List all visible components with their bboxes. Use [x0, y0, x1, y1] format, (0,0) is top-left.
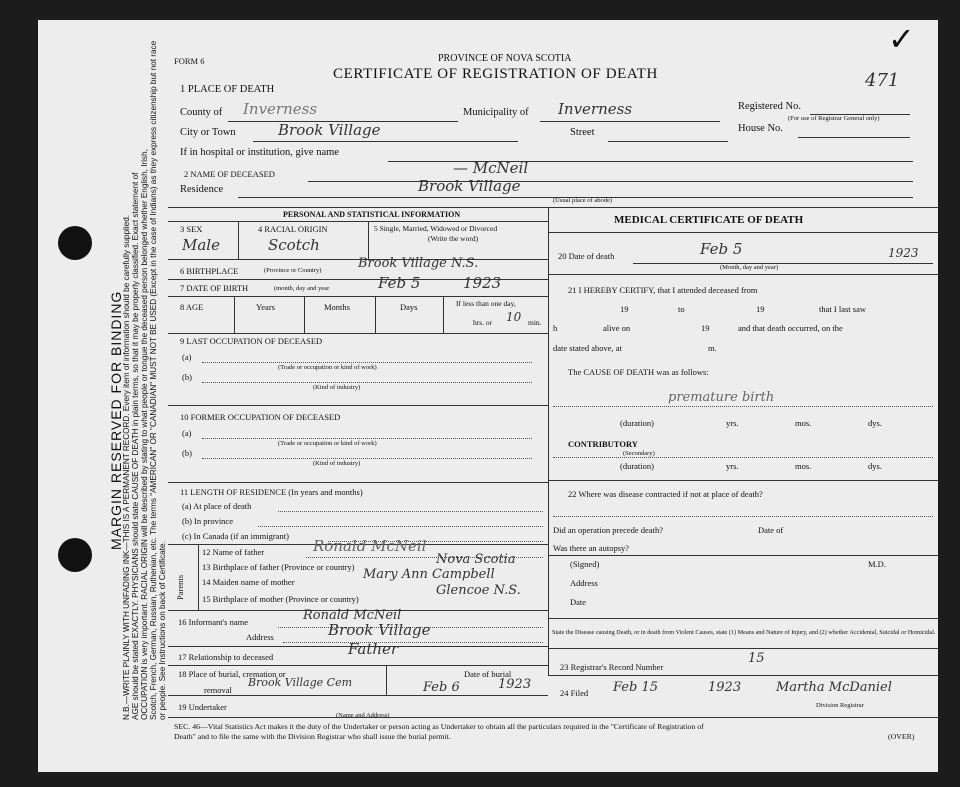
- yrs-1: yrs.: [726, 418, 739, 428]
- instruction-note-1: N.B.—WRITE PLAINLY WITH UNFADING INK—THIS IS A PERMANENT RECORD. Every item of information should be carefully supplied.: [122, 214, 131, 720]
- in-canada-label: (c) In Canada (if an immigrant): [182, 531, 289, 541]
- duration-2: (duration): [620, 461, 654, 471]
- dys-2: dys.: [868, 461, 882, 471]
- certify-occurred: and that death occurred, on the: [738, 323, 843, 333]
- father-birthplace-label: 13 Birthplace of father (Province or country): [202, 562, 355, 572]
- dob-label: 7 DATE OF BIRTH: [180, 283, 249, 293]
- certify-alive: alive on: [603, 323, 631, 333]
- autopsy-label: Was there an autopsy?: [553, 543, 630, 553]
- punch-hole-top: [58, 226, 92, 260]
- death-year-value: 1923: [888, 246, 919, 260]
- marital-label: 5 Single, Married, Widowed or Divorced: [374, 224, 498, 233]
- mother-name-label: 14 Maiden name of mother: [202, 577, 295, 587]
- sec46-note-2: Death" and to file the same with the Division Registrar who shall issue the burial permit.: [174, 732, 451, 741]
- former-occ-a: (a): [182, 428, 192, 438]
- over-label: (OVER): [888, 732, 915, 741]
- last-occ-b: (b): [182, 372, 192, 382]
- certificate-title: CERTIFICATE OF REGISTRATION OF DEATH: [333, 66, 658, 82]
- sec46-note: SEC. 46—Vital Statistics Act makes it the duty of the Undertaker or person acting as Undertaker to obtain all the particulars required in the "Certificate of Registration of: [174, 722, 704, 731]
- instruction-note-3: OCCUPATION is very important. RACIAL ORIGIN will be described by stating to what people or tongue the deceased person belonged whether English, Irish,: [140, 149, 149, 720]
- place-of-death-label: 1 PLACE OF DEATH: [180, 84, 275, 95]
- house-label: House No.: [738, 123, 783, 134]
- municipality-label: Municipality of: [463, 107, 529, 118]
- division-registrar-label: Division Registrar: [816, 702, 864, 709]
- filed-year-value: 1923: [708, 680, 742, 695]
- mos-1: mos.: [795, 418, 812, 428]
- father-name-label: 12 Name of father: [202, 547, 265, 557]
- mother-name-value: Mary Ann Campbell: [363, 567, 495, 582]
- less-than-day-label: If less than one day,: [456, 299, 516, 308]
- death-date-note: (Month, day and year): [720, 264, 779, 271]
- signed-label: (Signed): [570, 559, 600, 569]
- marital-note: (Write the word): [428, 234, 479, 243]
- mos-2: mos.: [795, 461, 812, 471]
- former-occ-trade-note: (Trade or occupation or kind of work): [278, 440, 377, 447]
- sex-value: Male: [182, 236, 220, 254]
- contracted-label: 22 Where was disease contracted if not at place of death?: [568, 489, 763, 499]
- former-occ-b: (b): [182, 448, 192, 458]
- doctor-date-label: Date: [570, 597, 587, 607]
- deceased-name-value: — McNeil: [453, 159, 529, 177]
- min-label: min.: [528, 318, 542, 327]
- former-occ-industry-note: (Kind of industry): [313, 460, 361, 467]
- binding-margin: [38, 20, 168, 772]
- certificate-page: [38, 20, 938, 772]
- contributory-label: CONTRIBUTORY: [568, 439, 638, 449]
- cause-value: premature birth: [668, 390, 775, 405]
- county-value: Inverness: [243, 100, 318, 118]
- certify-to: to: [678, 304, 685, 314]
- hospital-label: If in hospital or institution, give name: [180, 147, 339, 158]
- relationship-label: 17 Relationship to deceased: [178, 652, 274, 662]
- medical-title: MEDICAL CERTIFICATE OF DEATH: [614, 214, 804, 226]
- filed-date-value: Feb 15: [613, 680, 658, 695]
- doctor-address-label: Address: [570, 578, 598, 588]
- punch-hole-bottom: [58, 538, 92, 572]
- undertaker-label: 19 Undertaker: [178, 702, 227, 712]
- minutes-value: 10: [506, 310, 522, 324]
- burial-place-value: Brook Village Cem: [248, 676, 353, 689]
- county-label: County of: [180, 107, 223, 118]
- deceased-name-label: 2 NAME OF DECEASED: [184, 169, 275, 179]
- burial-label-1: 18 Place of burial, cremation or: [178, 669, 286, 679]
- last-occ-trade-note: (Trade or occupation or kind of work): [278, 364, 377, 371]
- burial-date-value: Feb 6: [423, 680, 460, 695]
- certify-19c: 19: [701, 323, 710, 333]
- dob-note: (month, day and year: [274, 285, 330, 292]
- days-label: Days: [400, 302, 418, 312]
- certify-h: h: [553, 323, 558, 333]
- certify-m: m.: [708, 343, 717, 353]
- burial-date-label: Date of burial: [464, 669, 512, 679]
- medical-footnote: State the Disease causing Death, or in death from Violent Causes, state (1) Means and Nature of Injury, and (2) whether Accidental, Suicidal or Homicidal.: [552, 629, 936, 636]
- undertaker-note: (Name and Address): [336, 712, 390, 719]
- duration-1: (duration): [620, 418, 654, 428]
- at-place-label: (a) At place of death: [182, 501, 252, 511]
- date-of-label: Date of: [758, 525, 784, 535]
- birthplace-value: Brook Village N.S.: [358, 256, 479, 271]
- informant-name-label: 16 Informant's name: [178, 617, 248, 627]
- residence-note: (Usual place of abode): [553, 197, 613, 204]
- certify-date-stated: date stated above, at: [553, 343, 622, 353]
- in-province-label: (b) In province: [182, 516, 233, 526]
- certify-last-saw: that I last saw: [819, 304, 866, 314]
- former-occupation-label: 10 FORMER OCCUPATION OF DECEASED: [180, 412, 341, 422]
- death-date-label: 20 Date of death: [558, 251, 615, 261]
- record-number-value: 15: [748, 651, 765, 666]
- last-occ-industry-note: (Kind of industry): [313, 384, 361, 391]
- cause-label: The CAUSE OF DEATH was as follows:: [568, 367, 709, 377]
- informant-address-label: Address: [246, 632, 274, 642]
- residence-length-label: 11 LENGTH OF RESIDENCE (In years and months): [180, 487, 363, 497]
- relationship-value: Father: [348, 640, 399, 658]
- street-label: Street: [570, 127, 595, 138]
- years-label: Years: [256, 302, 275, 312]
- hrs-label: hrs. or: [473, 318, 493, 327]
- certify-19a: 19: [620, 304, 629, 314]
- parents-side-label: Parents: [175, 574, 185, 600]
- residence-value: Brook Village: [418, 177, 521, 195]
- dys-1: dys.: [868, 418, 882, 428]
- secondary-note: (Secondary): [623, 450, 655, 457]
- registrar-name-value: Martha McDaniel: [776, 680, 892, 695]
- md-label: M.D.: [868, 559, 886, 569]
- last-occupation-label: 9 LAST OCCUPATION OF DECEASED: [180, 336, 323, 346]
- burial-label-2: removal: [204, 685, 232, 695]
- personal-section-title: PERSONAL AND STATISTICAL INFORMATION: [283, 210, 461, 219]
- yrs-2: yrs.: [726, 461, 739, 471]
- residence-label: Residence: [180, 184, 224, 195]
- instruction-note-2: AGE should be stated EXACTLY. PHYSICIANS should state CAUSE OF DEATH in plain terms, so that it may be properly classified. Exact statement of: [131, 172, 140, 720]
- filed-label: 24 Filed: [560, 688, 589, 698]
- instruction-note-4: Scotch, French, German, Russian, Ruthenian, etc. The terms "AMERICAN" OR "CANADIAN" MUST NOT BE USED (Except in the case of Indians) as they express citizenship but not race: [149, 40, 158, 720]
- margin-label: MARGIN RESERVED FOR BINDING: [108, 290, 124, 550]
- dob-year: 1923: [463, 274, 502, 292]
- dob-value: Feb 5: [378, 274, 421, 292]
- check-mark: ✓: [888, 20, 915, 58]
- municipality-value: Inverness: [558, 100, 633, 118]
- certify-line-1: 21 I HEREBY CERTIFY, that I attended deceased from: [568, 285, 758, 295]
- sex-label: 3 SEX: [180, 224, 203, 234]
- age-label: 8 AGE: [180, 302, 204, 312]
- informant-name-value: Ronald McNeil: [303, 608, 402, 623]
- racial-origin-label: 4 RACIAL ORIGIN: [258, 224, 328, 234]
- certify-19b: 19: [756, 304, 765, 314]
- months-label: Months: [324, 302, 350, 312]
- operation-label: Did an operation precede death?: [553, 525, 663, 535]
- registered-note: (For use of Registrar General only): [788, 115, 880, 122]
- province-heading: PROVINCE OF NOVA SCOTIA: [438, 53, 572, 64]
- informant-address-value: Brook Village: [328, 621, 431, 639]
- city-value: Brook Village: [278, 121, 381, 139]
- last-occ-a: (a): [182, 352, 192, 362]
- birthplace-label: 6 BIRTHPLACE: [180, 266, 239, 276]
- father-name-value: Ronald McNeil: [313, 537, 427, 555]
- father-birthplace-value: Nova Scotia: [436, 552, 516, 567]
- form-number: FORM 6: [174, 56, 205, 66]
- mother-birthplace-label: 15 Birthplace of mother (Province or country): [202, 594, 359, 604]
- racial-origin-value: Scotch: [268, 236, 320, 254]
- registered-label: Registered No.: [738, 101, 801, 112]
- certificate-form: [168, 20, 938, 772]
- birthplace-note: (Province or Country): [264, 267, 322, 274]
- death-date-value: Feb 5: [700, 240, 743, 258]
- corner-number: 471: [865, 70, 900, 91]
- mother-birthplace-value: Glencoe N.S.: [436, 583, 521, 598]
- instruction-note-5: or people. See Instructions on back of Certificate.: [158, 541, 167, 720]
- burial-year-value: 1923: [498, 677, 532, 692]
- city-label: City or Town: [180, 127, 236, 138]
- record-number-label: 23 Registrar's Record Number: [560, 662, 664, 672]
